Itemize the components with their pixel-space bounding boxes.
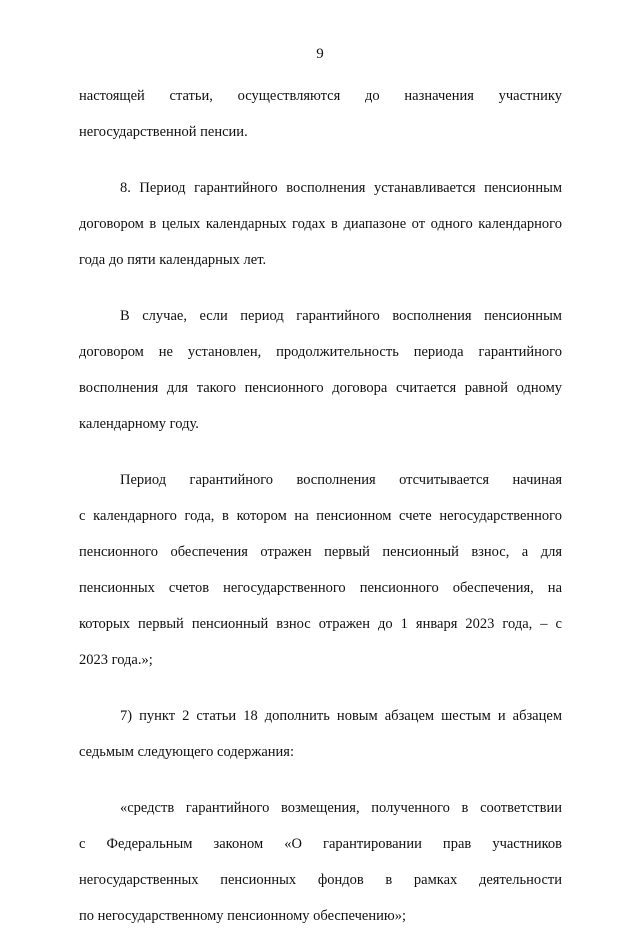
text-line: 2023 года.»; [79, 652, 153, 668]
text-line: настоящей статьи, осуществляются до назначения участнику [79, 88, 562, 104]
document-body [79, 78, 562, 934]
page-number: 9 [316, 46, 324, 62]
text-line: года до пяти календарных лет. [79, 252, 267, 268]
paragraph [79, 462, 562, 678]
paragraph [79, 78, 562, 150]
text-line: 8. Период гарантийного восполнения устанавливается пенсионным [120, 180, 562, 196]
text-line: с Федеральным законом «О гарантировании прав участников [79, 836, 562, 852]
text-line: договором не установлен, продолжительность периода гарантийного [79, 344, 562, 360]
text-line: по негосударственному пенсионному обеспечению»; [79, 908, 406, 924]
text-line: негосударственных пенсионных фондов в рамках деятельности [79, 872, 562, 888]
text-line: Период гарантийного восполнения отсчитывается начиная [120, 472, 562, 488]
text-line: договором в целых календарных годах в диапазоне от одного календарного [79, 216, 562, 232]
text-line: пенсионного обеспечения отражен первый пенсионный взнос, а для [79, 544, 562, 560]
paragraph [79, 790, 562, 934]
text-line: «средств гарантийного возмещения, полученного в соответствии [120, 800, 562, 816]
text-line: седьмым следующего содержания: [79, 744, 295, 760]
text-line: В случае, если период гарантийного восполнения пенсионным [120, 308, 562, 324]
paragraph [79, 170, 562, 278]
text-line: негосударственной пенсии. [79, 124, 248, 140]
text-line: с календарного года, в котором на пенсионном счете негосударственного [79, 508, 562, 524]
paragraph [79, 698, 562, 770]
text-line: которых первый пенсионный взнос отражен до 1 января 2023 года, – с [79, 616, 562, 632]
text-line: календарному году. [79, 416, 199, 432]
paragraph [79, 298, 562, 442]
text-line: пенсионных счетов негосударственного пенсионного обеспечения, на [79, 580, 562, 596]
text-line: 7) пункт 2 статьи 18 дополнить новым абзацем шестым и абзацем [120, 708, 562, 724]
text-line: восполнения для такого пенсионного договора считается равной одному [79, 380, 562, 396]
